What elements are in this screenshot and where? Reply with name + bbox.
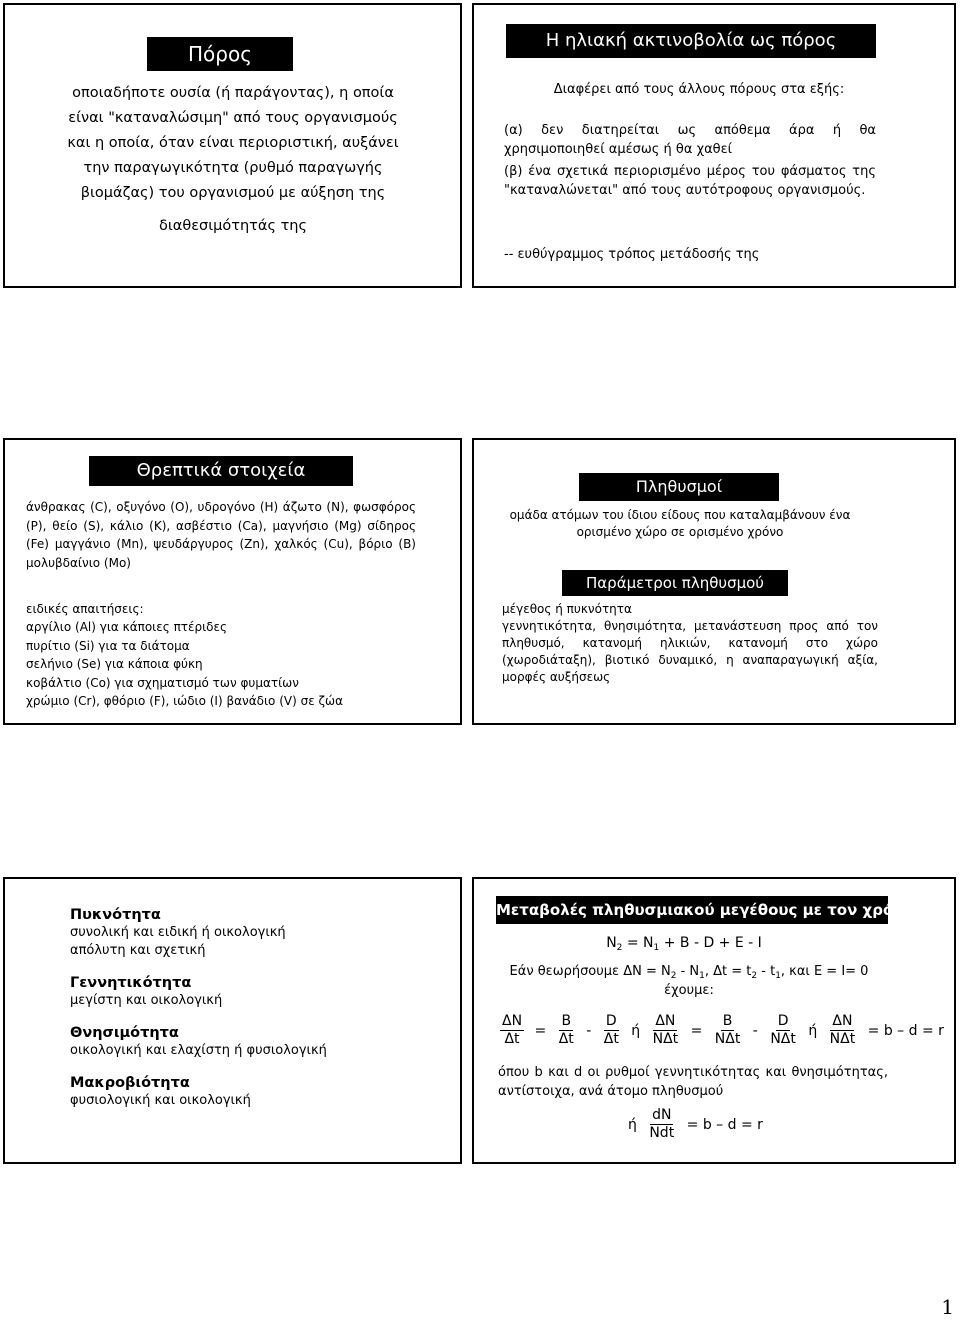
term-heading: Θνησιμότητα xyxy=(70,1025,179,1041)
intro-text: Διαφέρει από τους άλλους πόρους στα εξής: xyxy=(553,82,845,97)
note-text: -- ευθύγραμμος τρόπος μετάδοσής της xyxy=(504,247,760,262)
definition-text: οποιαδήποτε ουσία (ή παράγοντας), η οποία είναι "καταναλώσιμη" από τους οργανισμούς και η οποία, όταν είναι περιοριστική, αυξάνει την παραγωγικότητα (ρυθμό παραγωγής βιομάζας) του οργανισμού με αύξηση της διαθεσιμότητάς της xyxy=(67,85,399,234)
equation-derivative: ή $\frac{dN}{\text{Ndt}}$ = b – d = r xyxy=(628,1107,763,1141)
term-heading: Πυκνότητα xyxy=(70,907,161,923)
slide-population-change xyxy=(472,877,956,1164)
terms-list: Πυκνότητα συνολική και ειδική ή οικολογική απόλυτη και σχετική Γεννητικότητα μεγίστη και οικολογική Θνησιμότητα οικολογική και ελαχίστη ή φυσιολογική Μακροβιότητα φυσιολογική και οικολογική xyxy=(70,906,450,1110)
special-requirements: ειδικές απαιτήσεις: αργίλιο (Al) για κάποιες πτέριδες πυρίτιο (Si) για τα διάτομα σελήνιο (Se) για κάποια φύκη κοβάλτιο (Co) για σχηματισμό των φυματίων χρώμιο (Cr), φθόριο (F), ιώδιο (I) βανάδιο (V) σε ζώα xyxy=(26,602,343,709)
page-number: 1 xyxy=(941,1295,954,1319)
where-text: όπου b και d οι ρυθμοί γεννητικότητας και θνησιμότητας, αντίστοιχα, ανά άτομο πληθυσμού xyxy=(498,1065,888,1099)
slide-title: Θρεπτικά στοιχεία xyxy=(89,456,353,486)
slide-title: Η ηλιακή ακτινοβολία ως πόρος xyxy=(506,24,876,58)
slide-poros xyxy=(3,3,462,288)
nutrient-list: άνθρακας (C), οξυγόνο (O), υδρογόνο (H) άζωτο (N), φωσφόρος (P), θείο (S), κάλιο (K), ασβέστιο (Ca), μαγνήσιο (Mg) σίδηρος (Fe) μαγγάνιο (Mn), ψευδάργυρος (Zn), χαλκός (Cu), βόριο (B) μολυβδαίνιο (Mo) xyxy=(26,500,416,570)
params-text: γεννητικότητα, θνησιμότητα, μετανάστευση προς από τον πληθυσμό, κατανομή ηλικιών, κατανομή στο χώρο (χωροδιάταξη), βιοτικό δυναμικό, η αναπαραγωγική αξία, μορφές αυξήσεως xyxy=(502,619,878,684)
population-definition: ομάδα ατόμων του ίδιου είδους που καταλαμβάνουν ένα ορισμένο χώρο σε ορισμένο χρόνο xyxy=(509,508,851,539)
slide-title: Μεταβολές πληθυσμιακού μεγέθους με τον χρόνο xyxy=(496,896,888,924)
term-heading: Γεννητικότητα xyxy=(70,975,192,991)
params-first-line: μέγεθος ή πυκνότητα xyxy=(502,602,632,616)
slide-density-terms xyxy=(3,877,462,1164)
equation-definitions: Εάν θεωρήσουμε $\Delta N = N_2 - N_1$, $\Delta t = t_2 - t_1$, και E = I= 0 έχουμε: xyxy=(509,964,869,998)
term-heading: Μακροβιότητα xyxy=(70,1075,190,1091)
slide-title: Πόρος xyxy=(147,37,293,71)
slide-populations xyxy=(472,438,956,725)
equation-balance: $N_2 = N_1 + B - D + E - I$ xyxy=(606,935,762,953)
item-a: (α) δεν διατηρείται ως απόθεμα άρα ή θα χρησιμοποιηθεί αμέσως ή θα χαθεί xyxy=(504,123,876,157)
item-b: (β) ένα σχετικά περιορισμένο μέρος του φάσματος της "καταναλώνεται" από τους αυτότροφους οργανισμούς. xyxy=(504,164,876,198)
slide-solar-radiation xyxy=(472,3,956,288)
equation-rates: $\frac{\Delta N}{\Delta t}$ = $\frac{B}{\Delta t}$ - $\frac{D}{\Delta t}$ ή $\frac{\Delta N}{\text{NΔt}}$ = $\frac{B}{\text{NΔt}}$ - $\frac{D}{\text{NΔt}}$ ή $\frac{\Delta N}{\text{NΔt}}$ = b – d = r xyxy=(502,1013,944,1047)
slide-title: Πληθυσμοί xyxy=(579,473,779,501)
section-title: Παράμετροι πληθυσμού xyxy=(562,570,788,596)
slide-nutrients xyxy=(3,438,462,725)
